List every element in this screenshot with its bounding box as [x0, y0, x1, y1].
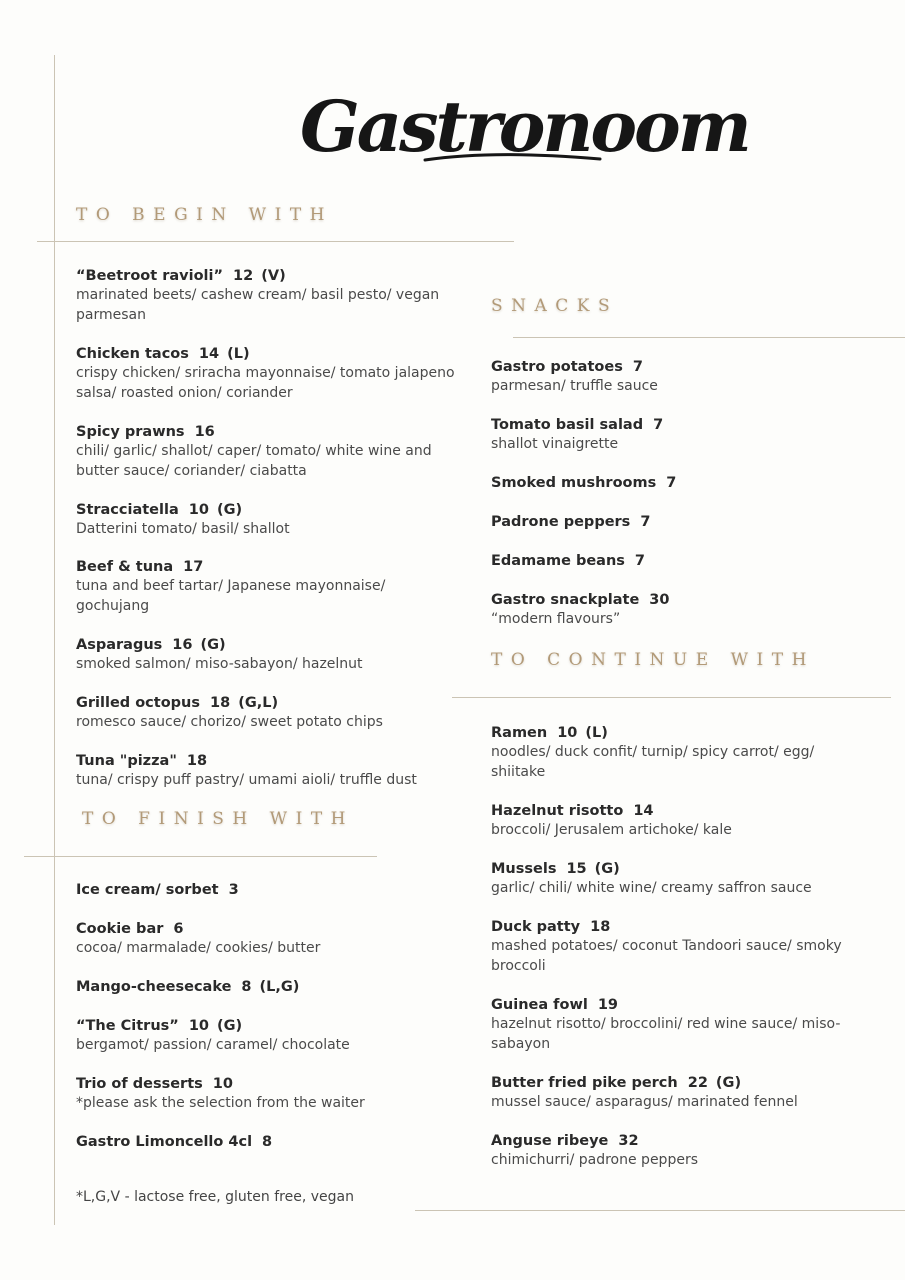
menu-item [491, 802, 886, 860]
item-description: broccoli/ Jerusalem artichoke/ kale [491, 822, 732, 838]
item-description: chimichurri/ padrone peppers [491, 1152, 698, 1168]
continue-items [491, 724, 886, 1171]
gastronoom-logo: Gastronoom [300, 85, 749, 168]
menu-item [76, 345, 466, 423]
item-tag: (G,L) [238, 695, 279, 711]
item-name: Butter fried pike perch [491, 1075, 678, 1091]
item-price: 19 [597, 997, 619, 1013]
divider-continue [452, 697, 891, 698]
item-name: Ice cream/ sorbet [76, 882, 219, 898]
item-name: Edamame beans [491, 553, 625, 569]
dietary-footnote: *L,G,V - lactose free, gluten free, vegan [76, 1189, 354, 1205]
item-price: 14 [633, 803, 654, 819]
item-description: tuna and beef tartar/ Japanese mayonnaise/ gochujang [76, 578, 386, 614]
menu-item [76, 978, 466, 1017]
item-name: Gastro potatoes [491, 359, 623, 375]
item-price: 14 [198, 346, 220, 362]
item-name: Gastro snackplate [491, 592, 640, 608]
item-name: Asparagus [76, 637, 163, 653]
item-price: 10 [188, 1018, 209, 1034]
item-description: hazelnut risotto/ broccolini/ red wine sauce/ miso-sabayon [491, 1016, 841, 1052]
item-description: Datterini tomato/ basil/ shallot [76, 521, 290, 537]
item-price: 18 [590, 919, 611, 935]
menu-item [76, 1017, 466, 1075]
item-price: 10 [188, 502, 209, 518]
item-tag: (G) [216, 502, 243, 518]
item-description: tuna/ crispy puff pastry/ umami aioli/ truffle dust [76, 772, 417, 788]
item-tag: (L,G) [259, 979, 300, 995]
item-name: Anguse ribeye [491, 1133, 609, 1149]
item-price: 30 [649, 592, 670, 608]
item-description: mashed potatoes/ coconut Tandoori sauce/ smoky broccoli [491, 938, 842, 974]
item-description: bergamot/ passion/ caramel/ chocolate [76, 1037, 350, 1053]
item-description: parmesan/ truffle sauce [491, 378, 658, 394]
item-price: 16 [172, 637, 193, 653]
divider-snacks [513, 337, 905, 338]
item-price: 3 [228, 882, 239, 898]
item-price: 7 [666, 475, 677, 491]
menu-item [491, 1132, 886, 1171]
menu-item [491, 996, 886, 1074]
item-name: Duck patty [491, 919, 581, 935]
item-description: garlic/ chili/ white wine/ creamy saffron sauce [491, 880, 812, 896]
divider-begin [37, 241, 514, 242]
menu-item [491, 724, 886, 802]
item-price: 10 [212, 1076, 233, 1092]
item-price: 7 [653, 417, 664, 433]
item-name: Mussels [491, 861, 557, 877]
item-price: 7 [640, 514, 651, 530]
item-description: shallot vinaigrette [491, 436, 619, 452]
item-name: Trio of desserts [76, 1076, 203, 1092]
menu-item [76, 920, 466, 978]
menu-item [76, 267, 466, 345]
section-title-begin: TO BEGIN WITH [76, 205, 334, 225]
menu-item [491, 358, 881, 416]
item-price: 32 [618, 1133, 639, 1149]
item-price: 12 [233, 268, 254, 284]
menu-item [491, 1074, 886, 1132]
menu-item [76, 1133, 466, 1152]
item-tag: (G) [594, 861, 620, 877]
menu-item [491, 474, 881, 513]
item-price: 22 [687, 1075, 708, 1091]
menu-item [491, 416, 881, 474]
item-price: 10 [557, 725, 578, 741]
item-name: Grilled octopus [76, 695, 201, 711]
item-description: cocoa/ marmalade/ cookies/ butter [76, 940, 321, 956]
item-name: Spicy prawns [76, 424, 185, 440]
item-price: 18 [186, 753, 208, 769]
item-name: Tomato basil salad [491, 417, 644, 433]
item-description: marinated beets/ cashew cream/ basil pesto/ vegan parmesan [76, 287, 440, 323]
begin-items [76, 267, 466, 791]
menu-item [76, 694, 466, 752]
menu-item [491, 860, 886, 918]
item-description: chili/ garlic/ shallot/ caper/ tomato/ white wine and butter sauce/ coriander/ ciabatta [76, 443, 432, 479]
section-title-continue: TO CONTINUE WITH [491, 650, 815, 670]
item-price: 18 [210, 695, 231, 711]
item-description: romesco sauce/ chorizo/ sweet potato chips [76, 714, 383, 730]
menu-item [76, 881, 466, 920]
finish-items [76, 881, 466, 1152]
item-price: 16 [194, 424, 215, 440]
menu-item [76, 501, 466, 558]
item-name: Mango-cheesecake [76, 979, 232, 995]
item-price: 6 [173, 921, 184, 937]
item-name: Padrone peppers [491, 514, 631, 530]
menu-item [76, 423, 466, 501]
item-tag: (G) [217, 1018, 243, 1034]
item-name: Ramen [491, 725, 548, 741]
menu-item [491, 591, 881, 630]
item-tag: (G) [200, 637, 226, 653]
item-description: *please ask the selection from the waiter [76, 1095, 365, 1111]
menu-item [76, 558, 466, 636]
item-name: Gastro Limoncello 4cl [76, 1134, 253, 1150]
item-price: 15 [566, 861, 587, 877]
menu-item [76, 1075, 466, 1133]
divider-finish [24, 856, 377, 857]
item-description: crispy chicken/ sriracha mayonnaise/ tomato jalapeno salsa/ roasted onion/ coriander [76, 365, 455, 401]
item-name: Tuna "pizza" [76, 753, 177, 769]
item-description: “modern flavours” [491, 611, 621, 627]
menu-item [491, 552, 881, 591]
left-vertical-rule [54, 55, 55, 1225]
menu-item [491, 918, 886, 996]
section-title-finish: TO FINISH WITH [82, 809, 355, 829]
item-name: “The Citrus” [76, 1018, 179, 1034]
item-name: Beef & tuna [76, 559, 174, 575]
section-title-snacks: SNACKS [491, 296, 619, 316]
menu-item [76, 752, 466, 791]
item-price: 7 [634, 553, 645, 569]
item-name: Stracciatella [76, 502, 179, 518]
item-tag: (L) [585, 725, 608, 741]
item-name: Smoked mushrooms [491, 475, 657, 491]
item-name: Hazelnut risotto [491, 803, 624, 819]
item-price: 8 [241, 979, 252, 995]
item-tag: (V) [261, 268, 286, 284]
item-tag: (L) [227, 346, 250, 362]
menu-item [491, 513, 881, 552]
item-name: “Beetroot ravioli” [76, 268, 224, 284]
snacks-items [491, 358, 881, 630]
item-name: Cookie bar [76, 921, 164, 937]
logo-swash-icon [420, 150, 605, 170]
item-price: 7 [632, 359, 643, 375]
item-description: noodles/ duck confit/ turnip/ spicy carrot/ egg/ shiitake [491, 744, 815, 780]
menu-item [76, 636, 466, 694]
item-tag: (G) [715, 1075, 742, 1091]
bottom-divider [415, 1210, 905, 1211]
item-price: 17 [183, 559, 204, 575]
item-name: Guinea fowl [491, 997, 588, 1013]
item-price: 8 [262, 1134, 273, 1150]
item-description: mussel sauce/ asparagus/ marinated fennel [491, 1094, 798, 1110]
item-description: smoked salmon/ miso-sabayon/ hazelnut [76, 656, 363, 672]
item-name: Chicken tacos [76, 346, 189, 362]
